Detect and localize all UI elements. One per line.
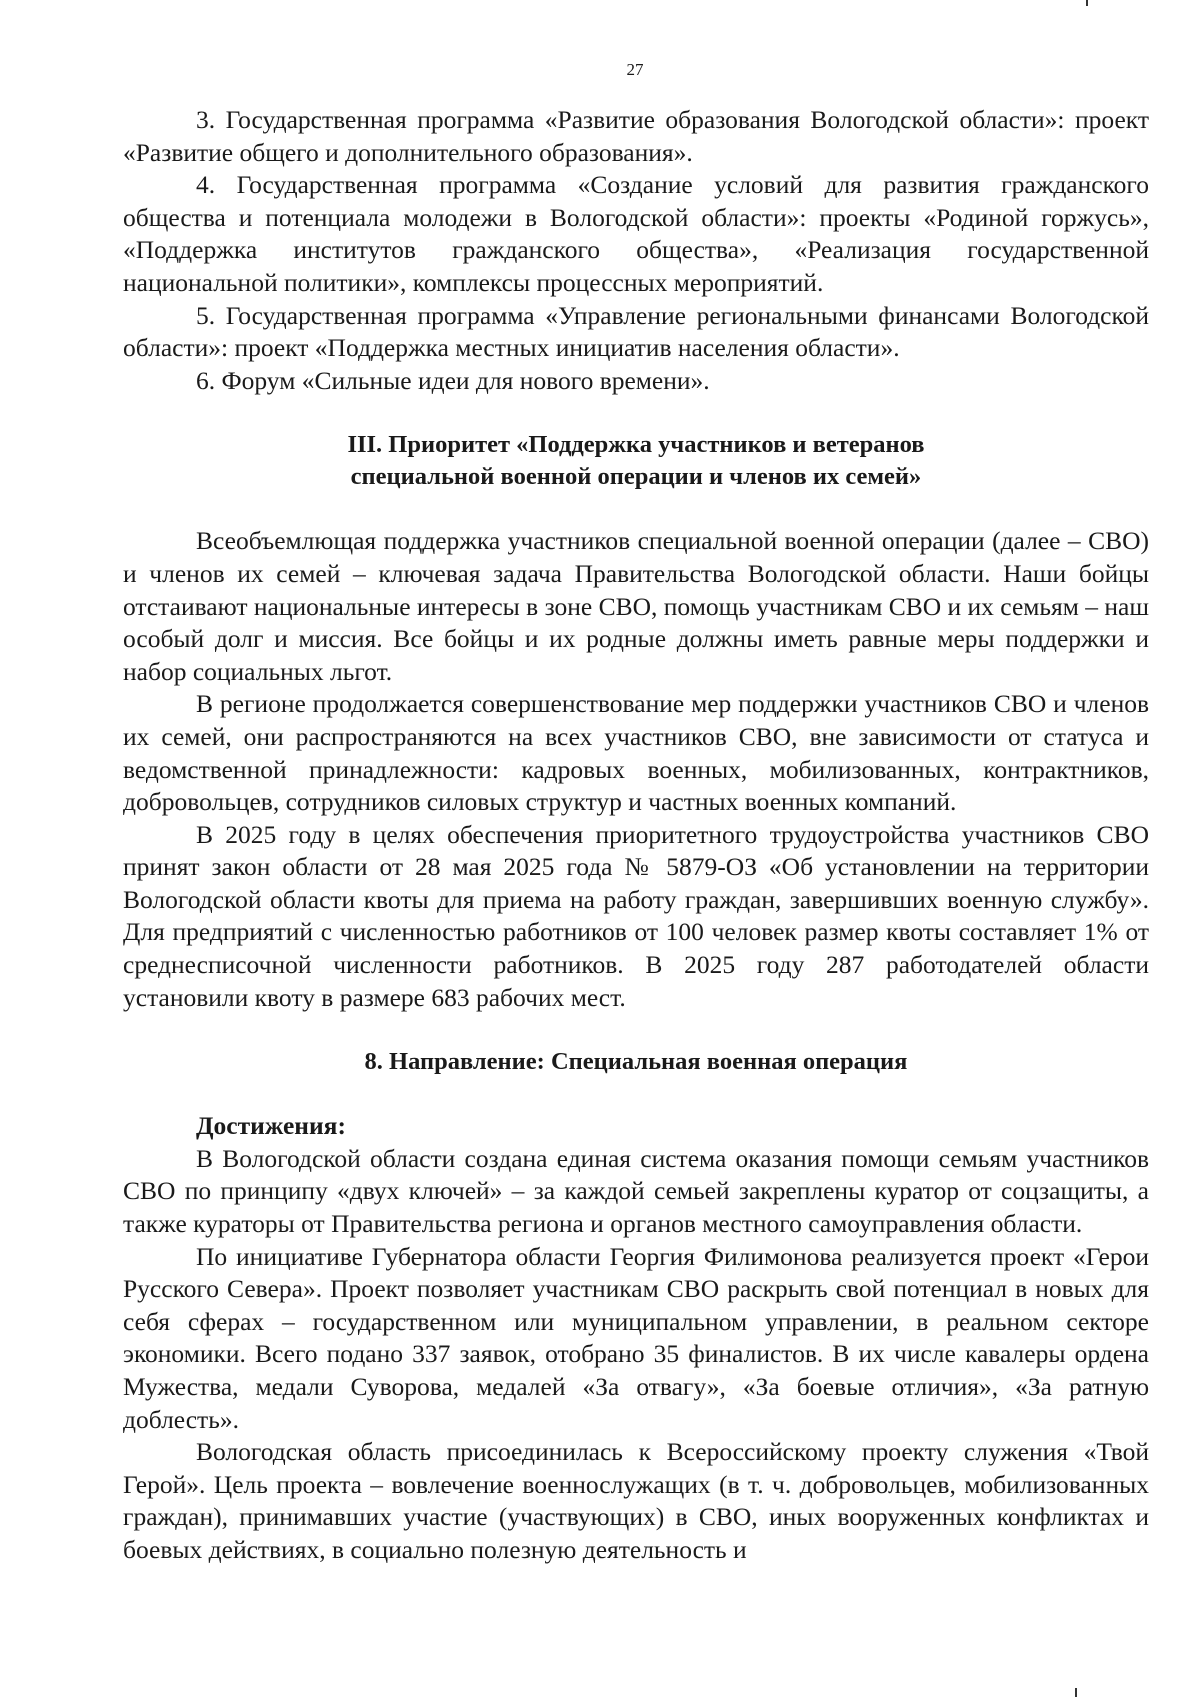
section-heading [123, 429, 1149, 493]
section-heading-line: III. Приоритет «Поддержка участников и ветеранов [347, 431, 925, 459]
document-body [123, 104, 1149, 1567]
direction-heading: 8. Направление: Специальная военная операция [364, 1048, 908, 1076]
body-paragraph: По инициативе Губернатора области Георгия Филимонова реализуется проект «Герои Русского Севера». Проект позволяет участникам СВО раскрыть свой потенциал в новых для себя сферах – государственном или муниципальном управлении, в реальном секторе экономики. Всего подано 337 заявок, отобрано 35 финалистов. В их числе кавалеры ордена Мужества, медали Суворова, медалей «За отвагу», «За боевые отличия», «За ратную доблесть». [123, 1241, 1149, 1434]
scan-mark [1086, 0, 1088, 6]
page-number: 27 [626, 60, 644, 79]
list-item: 4. Государственная программа «Создание условий для развития гражданского общества и потенциала молодежи в Вологодской области»: проекты «Родиной горжусь», «Поддержка институтов гражданского общества», «Реализация государственной национальной политики», комплексы процессных мероприятий. [123, 170, 1149, 297]
body-paragraph: В Вологодской области создана единая система оказания помощи семьям участников СВО по принципу «двух ключей» – за каждой семьей закреплены куратор от соцзащиты, а также кураторы от Правительства региона и органов местного самоуправления области. [123, 1143, 1149, 1239]
list-item: 6. Форум «Сильные идеи для нового времени». [196, 365, 710, 395]
list-item: 3. Государственная программа «Развитие образования Вологодской области»: проект «Развитие общего и дополнительного образования». [123, 105, 1149, 167]
body-paragraph: В 2025 году в целях обеспечения приоритетного трудоустройства участников СВО принят закон области от 28 мая 2025 года № 5879-ОЗ «Об установлении на территории Вологодской области квоты для приема на работу граждан, завершивших военную службу». Для предприятий с численностью работников от 100 человек размер квоты составляет 1% от среднесписочной численности работников. В 2025 году 287 работодателей области установили квоту в размере 683 рабочих мест. [123, 819, 1149, 1012]
section-heading-line: специальной военной операции и членов их семей» [350, 463, 922, 491]
body-paragraph: Вологодская область присоединилась к Всероссийскому проекту служения «Твой Герой». Цель проекта – вовлечение военнослужащих (в т. ч. добровольцев, мобилизованных граждан), принимавших участие (участвующих) в СВО, иных вооруженных конфликтах и боевых действиях, в социально полезную деятельность и [123, 1437, 1149, 1564]
achievements-label: Достижения: [196, 1111, 346, 1141]
list-item: 5. Государственная программа «Управление региональными финансами Вологодской области»: проект «Поддержка местных инициатив населения области». [123, 300, 1149, 363]
body-paragraph: В регионе продолжается совершенствование мер поддержки участников СВО и членов их семей, они распространяются на всех участников СВО, вне зависимости от статуса и ведомственной принадлежности: кадровых военных, мобилизованных, контрактников, добровольцев, сотрудников силовых структур и частных военных компаний. [123, 689, 1149, 817]
body-paragraph: Всеобъемлющая поддержка участников специальной военной операции (далее – СВО) и членов их семей – ключевая задача Правительства Вологодской области. Наши бойцы отстаивают национальные интересы в зоне СВО, помощь участникам СВО и их семьям – наш особый долг и миссия. Все бойцы и их родные должны иметь равные меры поддержки и набор социальных льгот. [123, 526, 1149, 686]
scan-mark [1075, 1688, 1077, 1697]
